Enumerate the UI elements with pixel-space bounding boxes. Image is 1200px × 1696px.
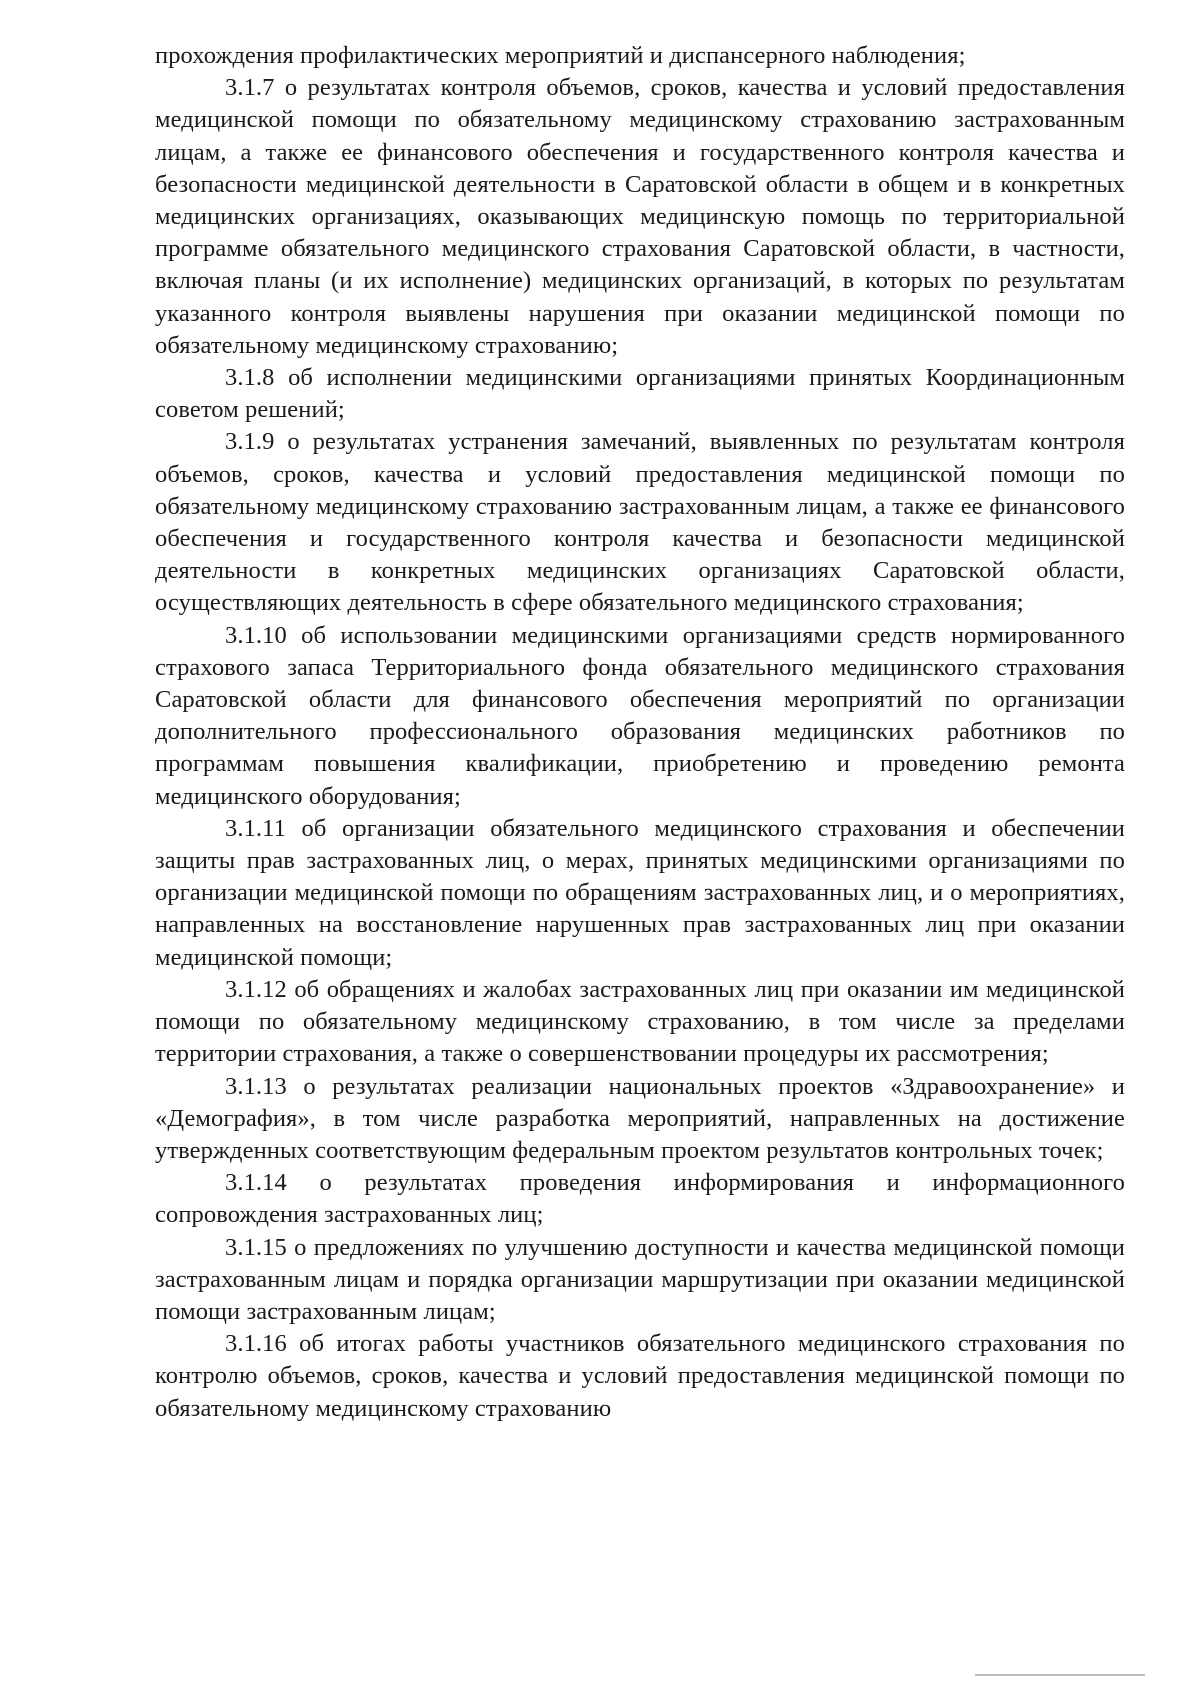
- scan-edge-mark: [975, 1674, 1145, 1676]
- paragraph-continuation: прохождения профилактических мероприятий и диспансерного наблюдения;: [155, 42, 966, 69]
- paragraph-3-1-10: 3.1.10 об использовании медицинскими организациями средств нормированного страхового запаса Территориального фонда обязательного медицинского страхования Саратовской области для финансового обеспечения мероприятий по организации дополнительного профессионального образования медицинских работников по программам повышения квалификации, приобретению и проведению ремонта медицинского оборудования;: [155, 621, 1125, 810]
- paragraph-3-1-11: 3.1.11 об организации обязательного медицинского страхования и обеспечении защиты прав застрахованных лиц, о мерах, принятых медицинскими организациями по организации медицинской помощи по обращениям застрахованных лиц, и о мероприятиях, направленных на восстановление нарушенных прав застрахованных лиц при оказании медицинской помощи;: [155, 814, 1125, 971]
- document-body: [155, 40, 1125, 1425]
- paragraph-3-1-16: 3.1.16 об итогах работы участников обязательного медицинского страхования по контролю объемов, сроков, качества и условий предоставления медицинской помощи по обязательному медицинскому страхованию: [155, 1330, 1125, 1422]
- paragraph-3-1-12: 3.1.12 об обращениях и жалобах застрахованных лиц при оказании им медицинской помощи по обязательному медицинскому страхованию, в том числе за пределами территории страхования, а также о совершенствовании процедуры их рассмотрения;: [155, 975, 1125, 1068]
- paragraph-3-1-15: 3.1.15 о предложениях по улучшению доступности и качества медицинской помощи застрахованным лицам и порядка организации маршрутизации при оказании медицинской помощи застрахованным лицам;: [155, 1233, 1125, 1325]
- paragraph-3-1-8: 3.1.8 об исполнении медицинскими организациями принятых Координационным советом решений;: [155, 364, 1125, 424]
- paragraph-3-1-9: 3.1.9 о результатах устранения замечаний, выявленных по результатам контроля объемов, сроков, качества и условий предоставления медицинской помощи по обязательному медицинскому страхованию застрахованным лицам, а также ее финансового обеспечения и государственного контроля качества и безопасности медицинской деятельности в конкретных медицинских организациях Саратовской области, осуществляющих деятельность в сфере обязательного медицинского страхования;: [155, 428, 1125, 617]
- paragraph-3-1-13: 3.1.13 о результатах реализации национальных проектов «Здравоохранение» и «Демография», в том числе разработка мероприятий, направленных на достижение утвержденных соответствующим федеральным проектом результатов контрольных точек;: [155, 1072, 1125, 1164]
- paragraph-3-1-14: 3.1.14 о результатах проведения информирования и информационного сопровождения застрахованных лиц;: [155, 1169, 1125, 1229]
- paragraph-3-1-7: 3.1.7 о результатах контроля объемов, сроков, качества и условий предоставления медицинской помощи по обязательному медицинскому страхованию застрахованным лицам, а также ее финансового обеспечения и государственного контроля качества и безопасности медицинской деятельности в Саратовской области в общем и в конкретных медицинских организациях, оказывающих медицинскую помощь по территориальной программе обязательного медицинского страхования Саратовской области, в частности, включая планы (и их исполнение) медицинских организаций, в которых по результатам указанного контроля выявлены нарушения при оказании медицинской помощи по обязательному медицинскому страхованию;: [155, 74, 1125, 359]
